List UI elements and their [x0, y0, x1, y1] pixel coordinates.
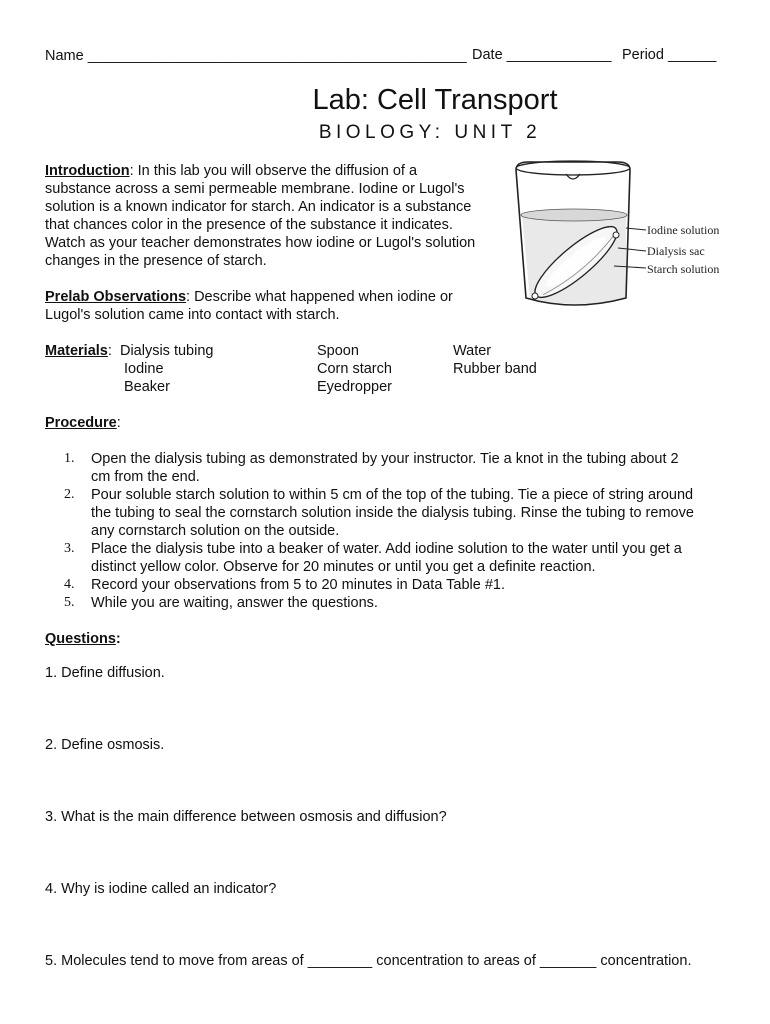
page-subtitle: BIOLOGY: UNIT 2: [318, 122, 542, 143]
step-number: 4.: [64, 577, 75, 592]
material-item: Water: [453, 343, 492, 359]
intro-text: : In this lab you will observe the diffusion of a: [129, 163, 418, 179]
intro-line-6: changes in the presence of starch.: [45, 253, 267, 269]
step-text: the tubing to seal the cornstarch solution inside the dialysis tubing. Rinse the tubing to remove: [91, 505, 694, 521]
intro-line-3: solution is a known indicator for starch. An indicator is a substance: [45, 199, 472, 215]
label-starch-solution: Starch solution: [647, 262, 720, 276]
step-text: any cornstarch solution on the outside.: [91, 523, 340, 539]
step-text: distinct yellow color. Observe for 20 minutes or until you get a definite reaction.: [91, 559, 596, 575]
material-item: Iodine: [124, 361, 164, 377]
beaker-rim: [516, 161, 630, 175]
intro-line-2: substance across a semi permeable membrane. Iodine or Lugol's: [45, 181, 465, 197]
date-field[interactable]: Date _____________: [472, 47, 612, 63]
intro-line-5: Watch as your teacher demonstrates how iodine or Lugol's solution: [45, 235, 476, 251]
leader-iodine: [626, 228, 646, 230]
material-item: Beaker: [124, 379, 170, 395]
questions-heading-line: [45, 630, 121, 648]
beaker-figure: [508, 158, 733, 318]
name-field[interactable]: Name _______________________________________________: [45, 48, 467, 64]
water-surface: [521, 209, 627, 221]
materials-colon: :: [107, 343, 120, 359]
step-number: 2.: [64, 487, 75, 502]
sac-tie-top: [613, 232, 619, 238]
label-iodine-solution: Iodine solution: [647, 223, 720, 237]
label-dialysis-sac: Dialysis sac: [647, 244, 705, 258]
step-text: Open the dialysis tubing as demonstrated by your instructor. Tie a knot in the tubing about 2: [91, 451, 679, 467]
question-item: 5. Molecules tend to move from areas of ________ concentration to areas of _______ concentration.: [45, 953, 692, 969]
step-text: Place the dialysis tube into a beaker of water. Add iodine solution to the water until you get a: [91, 541, 682, 557]
materials-heading: Materials: [45, 343, 108, 359]
procedure-heading: Procedure: [45, 415, 117, 431]
questions-colon: :: [115, 631, 121, 647]
material-item: Corn starch: [317, 361, 392, 377]
question-item: 2. Define osmosis.: [45, 737, 165, 753]
period-field[interactable]: Period ______: [622, 47, 717, 63]
prelab-text: : Describe what happened when iodine or: [186, 289, 453, 305]
sac-tie-bottom: [532, 293, 538, 299]
question-item: 3. What is the main difference between osmosis and diffusion?: [45, 809, 447, 825]
material-item: Eyedropper: [317, 379, 392, 395]
material-item: Dialysis tubing: [119, 343, 214, 359]
step-number: 5.: [64, 595, 75, 610]
intro-line-4: that chances color in the presence of the substance it indicates.: [45, 217, 453, 233]
question-item: 1. Define diffusion.: [45, 665, 165, 681]
intro-line-1: [45, 162, 417, 180]
intro-heading: Introduction: [45, 163, 130, 179]
material-item: Spoon: [317, 343, 359, 359]
page-title: Lab: Cell Transport: [312, 84, 558, 116]
step-text: Record your observations from 5 to 20 minutes in Data Table #1.: [91, 577, 506, 593]
materials-row-1: [45, 342, 213, 360]
step-number: 3.: [64, 541, 75, 556]
questions-heading: Questions: [45, 631, 116, 647]
material-item: Rubber band: [453, 361, 537, 377]
procedure-colon: :: [116, 415, 121, 431]
step-text: While you are waiting, answer the questions.: [91, 595, 378, 611]
step-text: cm from the end.: [91, 469, 200, 485]
step-number: 1.: [64, 451, 75, 466]
procedure-heading-line: [45, 414, 121, 432]
prelab-line-1: [45, 288, 453, 306]
prelab-line-2: Lugol's solution came into contact with starch.: [45, 307, 340, 323]
step-text: Pour soluble starch solution to within 5 cm of the top of the tubing. Tie a piece of string around: [91, 487, 694, 503]
question-item: 4. Why is iodine called an indicator?: [45, 881, 277, 897]
prelab-heading: Prelab Observations: [45, 289, 187, 305]
